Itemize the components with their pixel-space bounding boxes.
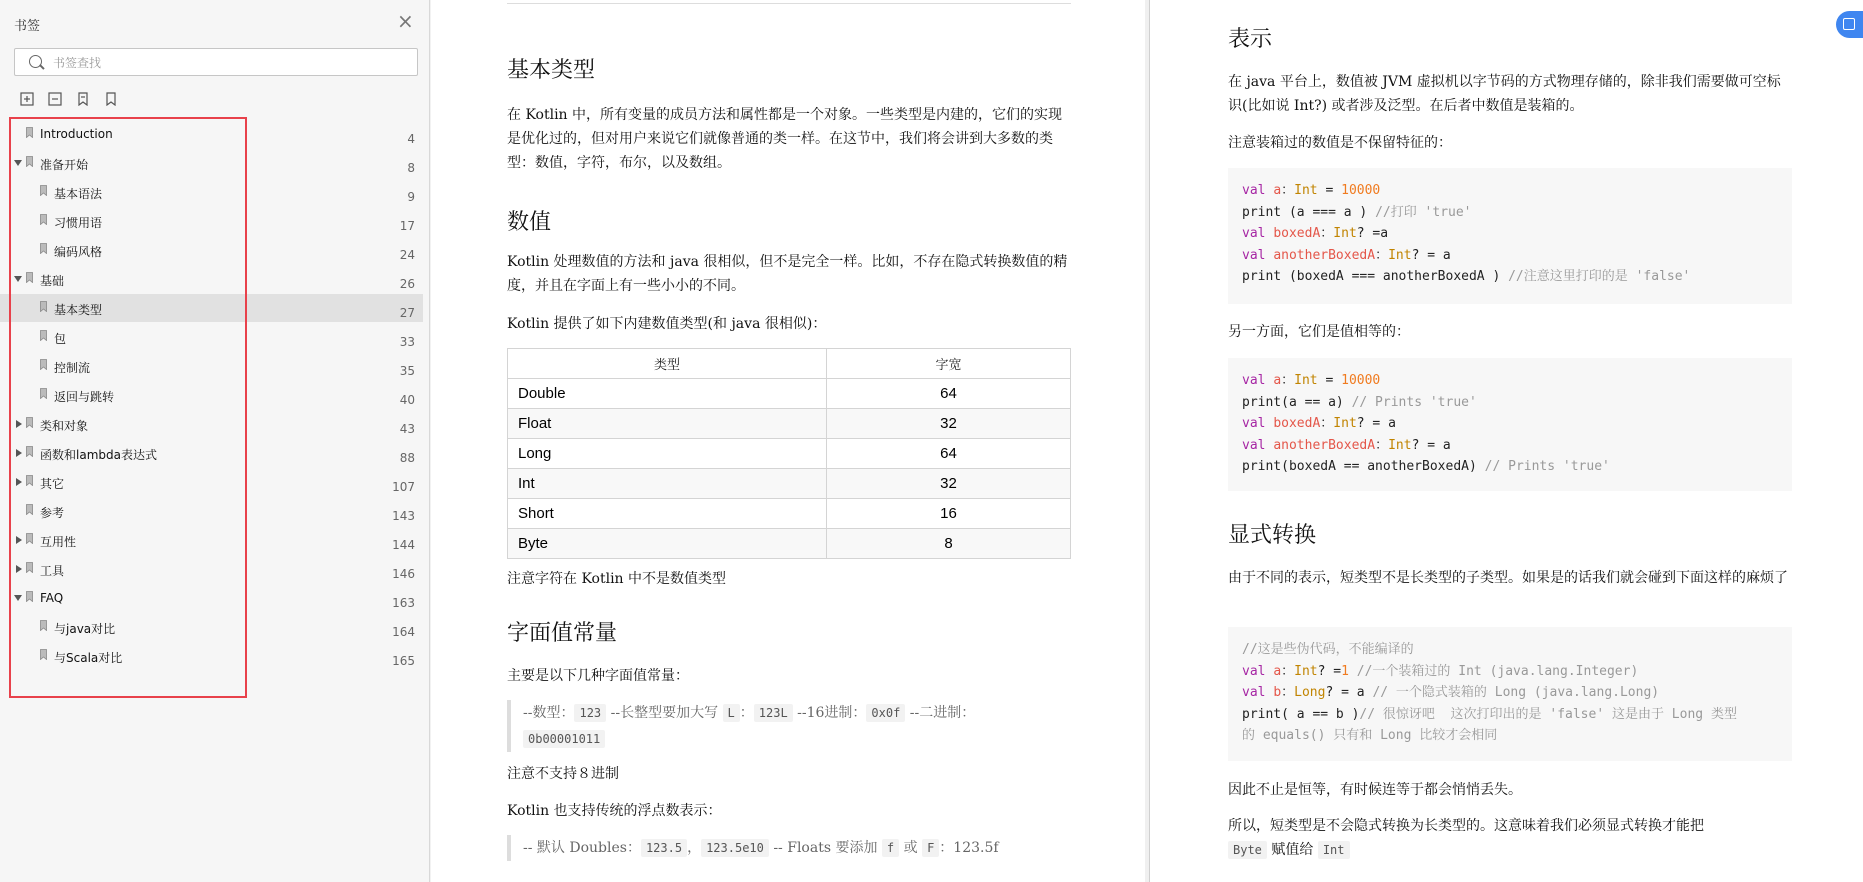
bookmark-icon	[26, 272, 33, 283]
type-cell: Byte	[508, 529, 827, 559]
bookmark-search[interactable]	[14, 48, 418, 76]
bookmark-page-number: 43	[399, 422, 415, 436]
bookmark-icon	[26, 504, 33, 515]
code-line: //这是些伪代码，不能编译的	[1242, 642, 1414, 657]
bookmark-label: 基础	[40, 274, 65, 288]
bookmark-item[interactable]	[0, 497, 423, 525]
bookmark-icon	[40, 649, 47, 660]
heading-representation: 表示	[1228, 27, 1273, 52]
bookmark-item[interactable]	[0, 236, 423, 264]
sidebar-title: 书签	[14, 19, 41, 34]
bookmark-label: 习惯用语	[54, 216, 103, 230]
char-note: 注意字符在 Kotlin 中不是数值类型	[507, 571, 727, 587]
bookmark-label: 工具	[40, 564, 65, 578]
type-cell: Float	[508, 409, 827, 439]
bookmark-item[interactable]	[0, 149, 423, 177]
caret-down-icon[interactable]	[14, 595, 22, 601]
bookmark-label: 其它	[40, 477, 65, 491]
bookmark-item[interactable]	[0, 642, 423, 670]
bookmark-page-number: 165	[392, 654, 415, 668]
code-line: val a：Int? =1 //一个装箱过的 Int (java.lang.Integer)	[1242, 663, 1639, 679]
bookmark-label: 包	[54, 332, 67, 346]
bookmark-page-number: 35	[399, 364, 415, 378]
other-paragraph: 另一方面，它们是值相等的：	[1228, 324, 1410, 340]
type-cell: Double	[508, 379, 827, 409]
code-line: val a：Int = 10000	[1242, 183, 1381, 198]
bookmark-label: 基本类型	[54, 303, 103, 317]
table-header: 类型	[508, 349, 827, 379]
bookmark-label: 准备开始	[40, 158, 89, 172]
page-right	[1149, 0, 1863, 882]
explicit-paragraph: 由于不同的表示，短类型不是长类型的子类型。如果是的话我们就会碰到下面这样的麻烦了	[1228, 570, 1788, 586]
document-view[interactable]	[431, 0, 1863, 882]
code-line: print (boxedA === anotherBoxedA ) //注意这里打印的是 'false'	[1242, 269, 1691, 284]
numbers-paragraph: Kotlin 处理数值的方法和 java 很相似，但不是完全一样。比如，不存在隐式转换数值的精度，并且在字面上有一些小小的不同。	[507, 254, 1068, 294]
bookmark-page-number: 164	[392, 625, 415, 639]
bookmark-label: 参考	[40, 506, 65, 520]
close-icon[interactable]: ×	[397, 9, 414, 33]
width-cell: 32	[827, 409, 1071, 439]
bookmark-icon	[26, 127, 33, 138]
code-line: val a：Int = 10000	[1242, 373, 1381, 388]
bookmark-item[interactable]	[0, 178, 423, 206]
bookmark-label: Introduction	[40, 127, 113, 141]
caret-right-icon[interactable]	[16, 449, 22, 457]
add-bookmark-icon[interactable]	[76, 92, 90, 106]
bookmark-search-input[interactable]	[51, 53, 405, 73]
bookmark-icon	[40, 359, 47, 370]
bookmark-page-number: 27	[399, 306, 415, 320]
bookmark-item[interactable]	[0, 468, 423, 496]
float-paragraph: Kotlin 也支持传统的浮点数表示：	[507, 803, 722, 819]
literals-paragraph: 主要是以下几种字面值常量：	[507, 668, 689, 684]
bookmark-label: FAQ	[40, 591, 64, 605]
bookmark-label: 返回与跳转	[54, 390, 115, 404]
table-row	[508, 529, 1071, 559]
bookmark-icon	[40, 185, 47, 196]
width-cell: 8	[827, 529, 1071, 559]
caret-right-icon[interactable]	[16, 565, 22, 573]
code-line: print(boxedA == anotherBoxedA) // Prints 'true'	[1242, 459, 1610, 474]
bookmark-item[interactable]	[0, 381, 423, 409]
bookmark-item[interactable]	[0, 584, 423, 612]
type-cell: Long	[508, 439, 827, 469]
document-icon	[1843, 18, 1855, 30]
bookmark-page-number: 88	[399, 451, 415, 465]
bookmark-item[interactable]	[0, 352, 423, 380]
bookmark-page-number: 4	[407, 132, 415, 146]
bookmark-page-number: 163	[392, 596, 415, 610]
bookmark-icon	[40, 214, 47, 225]
code-block-equality	[1228, 358, 1792, 491]
heading-numbers: 数值	[507, 210, 552, 235]
intro-paragraph: 在 Kotlin 中，所有变量的成员方法和属性都是一个对象。一些类型是内建的，它们的实现是优化过的，但对用户来说它们就像普通的类一样。在这节中，我们将会讲到大多数的类型：数值，字符，布尔，以及数组。	[507, 107, 1063, 171]
floating-action-button[interactable]	[1836, 11, 1863, 38]
heading-basic-types: 基本类型	[507, 58, 596, 83]
bookmark-item[interactable]	[0, 613, 423, 641]
table-row	[508, 379, 1071, 409]
width-cell: 64	[827, 439, 1071, 469]
bookmark-item[interactable]	[0, 555, 423, 583]
bookmark-item[interactable]	[0, 294, 423, 322]
expand-all-icon[interactable]	[20, 92, 34, 106]
bookmark-label: 与Scala对比	[54, 651, 123, 665]
bookmark-item[interactable]	[0, 323, 423, 351]
code-line: print( a == b )// 很惊讶吧 这次打印出的是 'false' 这是由于 Long 类型	[1242, 706, 1737, 722]
bookmark-icon	[26, 417, 33, 428]
bookmark-item[interactable]	[0, 439, 423, 467]
bookmark-icon	[40, 388, 47, 399]
code-line: val b：Long? = a // 一个隐式装箱的 Long (java.lang.Long)	[1242, 685, 1660, 700]
bookmark-label: 控制流	[54, 361, 91, 375]
bookmark-label: 类和对象	[40, 419, 89, 433]
bookmark-page-number: 17	[399, 219, 415, 233]
bookmark-icon	[26, 446, 33, 457]
code-line: val boxedA：Int? = a	[1242, 416, 1396, 431]
builtin-paragraph: Kotlin 提供了如下内建数值类型(和 java 很相似)：	[507, 316, 827, 332]
bookmark-item[interactable]	[0, 265, 423, 293]
type-cell: Short	[508, 499, 827, 529]
code-block-pseudo	[1228, 627, 1792, 761]
number-types-table	[507, 348, 1071, 559]
bookmark-icon	[26, 156, 33, 167]
bookmark-label: 互用性	[40, 535, 77, 549]
bookmark-icon	[40, 243, 47, 254]
collapse-all-icon[interactable]	[48, 92, 62, 106]
bookmark-icon	[26, 562, 33, 573]
delete-bookmark-icon[interactable]	[104, 92, 118, 106]
bookmark-page-number: 8	[407, 161, 415, 175]
octal-note: 注意不支持８进制	[507, 766, 619, 782]
page-left	[431, 0, 1145, 882]
bookmark-page-number: 9	[407, 190, 415, 204]
width-cell: 32	[827, 469, 1071, 499]
code-line: print(a == a) // Prints 'true'	[1242, 394, 1477, 410]
caret-down-icon[interactable]	[14, 160, 22, 166]
bookmark-page-number: 144	[392, 538, 415, 552]
code-line: val anotherBoxedA：Int? = a	[1242, 247, 1451, 263]
bookmark-page-number: 33	[399, 335, 415, 349]
bookmark-page-number: 107	[392, 480, 415, 494]
code-line: 的 equals() 只有和 Long 比较才会相同	[1242, 728, 1498, 743]
bookmark-icon	[26, 591, 33, 602]
bookmark-sidebar	[0, 0, 430, 882]
caret-right-icon[interactable]	[16, 478, 22, 486]
bookmark-item[interactable]	[0, 120, 423, 148]
bookmark-label: 编码风格	[54, 245, 103, 259]
bookmark-page-number: 40	[399, 393, 415, 407]
code-block-identity	[1228, 168, 1792, 304]
equal-paragraph: 因此不止是恒等，有时候连等于都会悄悄丢失。	[1228, 782, 1522, 798]
bookmark-icon	[26, 475, 33, 486]
bookmark-icon	[40, 330, 47, 341]
bookmark-label: 函数和lambda表达式	[40, 448, 157, 462]
bookmark-icon	[40, 620, 47, 631]
table-header: 字宽	[827, 349, 1071, 379]
caret-right-icon[interactable]	[16, 536, 22, 544]
bookmark-item[interactable]	[0, 410, 423, 438]
bookmark-page-number: 24	[399, 248, 415, 262]
table-row	[508, 499, 1071, 529]
bookmark-page-number: 26	[399, 277, 415, 291]
search-icon	[29, 55, 42, 68]
literals-quote: --数型： 123 --长整型要加大写 L ： 123L --16进制： 0x0f --二进制：0b00001011	[507, 700, 1027, 752]
caret-right-icon[interactable]	[16, 420, 22, 428]
float-quote: -- 默认 Doubles： 123.5 ， 123.5e10 -- Floats 要添加 f 或 F ：123.5f	[507, 835, 1067, 861]
bookmark-label: 与java对比	[54, 622, 116, 636]
heading-literals: 字面值常量	[507, 621, 618, 646]
widen-paragraph: 所以，短类型是不会隐式转换为长类型的。这意味着我们必须显式转换才能把 Byte 赋值给 Int	[1228, 818, 1704, 858]
top-rule	[507, 0, 1071, 4]
table-row	[508, 439, 1071, 469]
caret-down-icon[interactable]	[14, 276, 22, 282]
representation-paragraph: 在 java 平台上，数值被 JVM 虚拟机以字节码的方式物理存储的，除非我们需要做可空标识(比如说 Int?) 或者涉及泛型。在后者中数值是装箱的。	[1228, 74, 1781, 114]
code-line: val boxedA：Int? =a	[1242, 226, 1389, 241]
code-line: val anotherBoxedA：Int? = a	[1242, 437, 1451, 453]
bookmark-icon	[26, 533, 33, 544]
code-line: print (a === a ) //打印 'true'	[1242, 204, 1472, 220]
bookmark-item[interactable]	[0, 526, 423, 554]
table-row	[508, 469, 1071, 499]
bookmark-label: 基本语法	[54, 187, 103, 201]
bookmark-icon	[40, 301, 47, 312]
bookmark-page-number: 146	[392, 567, 415, 581]
boxed-paragraph: 注意装箱过的数值是不保留特征的：	[1228, 135, 1452, 151]
type-cell: Int	[508, 469, 827, 499]
table-row	[508, 409, 1071, 439]
bookmark-item[interactable]	[0, 207, 423, 235]
bookmark-page-number: 143	[392, 509, 415, 523]
width-cell: 16	[827, 499, 1071, 529]
width-cell: 64	[827, 379, 1071, 409]
heading-explicit-conversion: 显式转换	[1228, 523, 1317, 548]
